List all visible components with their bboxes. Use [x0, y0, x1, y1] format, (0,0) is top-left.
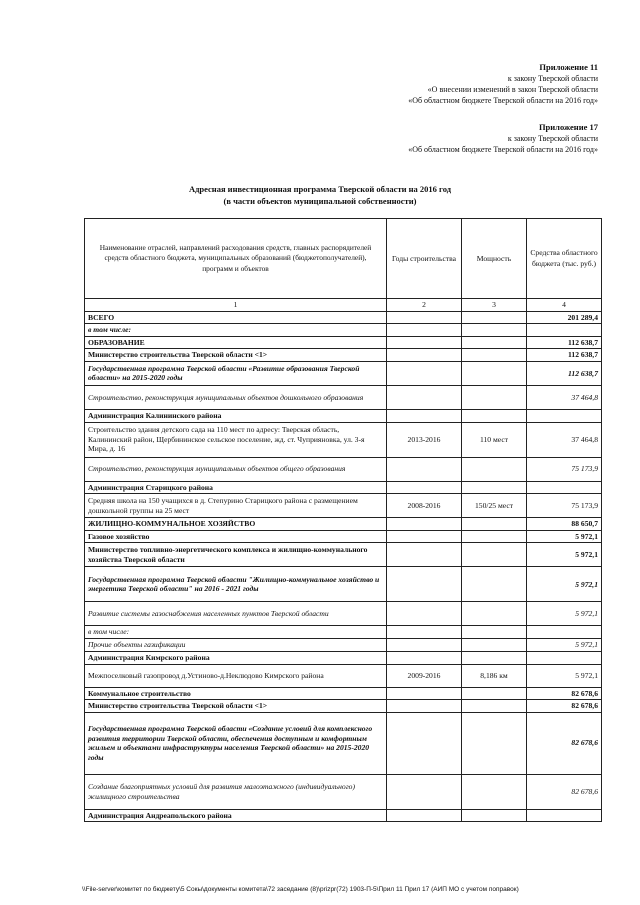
row-years-cell — [387, 638, 462, 651]
row-amount-cell: 88 650,7 — [527, 518, 602, 531]
row-name-cell: Администрация Андреапольского района — [85, 809, 387, 822]
header-funds: Средства областного бюджета (тыс. руб.) — [527, 219, 602, 299]
row-capacity-cell — [462, 651, 527, 664]
header-years: Годы строительства — [387, 219, 462, 299]
table-row — [85, 324, 602, 337]
header-name: Наименование отраслей, направлений расходования средств, главных распорядителей средств областного бюджета, муниципальных образований (бюджетополучателей), программ и объектов — [85, 219, 387, 299]
row-years-cell — [387, 336, 462, 349]
document-title-line1: Адресная инвестиционная программа Тверской области на 2016 год — [188, 184, 451, 194]
row-years-cell — [387, 457, 462, 481]
row-name-cell: ЖИЛИЩНО-КОММУНАЛЬНОЕ ХОЗЯЙСТВО — [85, 518, 387, 531]
table-row — [85, 651, 602, 664]
row-name-cell: в том числе: — [85, 626, 387, 639]
row-name-cell: Строительство здания детского сада на 110 мест по адресу: Тверская область, Калининский район, Щербининское сельское поселение, жд. ст. Чуприяновка, ул. 3-я Мира, д. 16 — [85, 422, 387, 457]
table-row — [85, 494, 602, 518]
row-capacity-cell — [462, 774, 527, 809]
row-years-cell — [387, 530, 462, 543]
row-capacity-cell — [462, 602, 527, 626]
row-capacity-cell — [462, 626, 527, 639]
appendix-11-line1: к закону Тверской области — [507, 74, 598, 83]
row-years-cell: 2008-2016 — [387, 494, 462, 518]
row-name-cell: Государственная программа Тверской области «Развитие образования Тверской области» на 2015-2020 годы — [85, 361, 387, 385]
document-title-line2: (в части объектов муниципальной собственности) — [223, 196, 417, 206]
table-header-row — [85, 219, 602, 299]
row-amount-cell: 82 678,6 — [527, 687, 602, 700]
row-name-cell: Коммунальное строительство — [85, 687, 387, 700]
row-capacity-cell — [462, 530, 527, 543]
row-capacity-cell — [462, 518, 527, 531]
row-name-cell: Развитие системы газоснабжения населенных пунктов Тверской области — [85, 602, 387, 626]
table-row — [85, 712, 602, 774]
row-name-cell: ВСЕГО — [85, 311, 387, 324]
row-name-cell: Газовое хозяйство — [85, 530, 387, 543]
row-amount-cell: 5 972,1 — [527, 530, 602, 543]
row-capacity-cell — [462, 311, 527, 324]
row-name-cell: Администрация Старицкого района — [85, 481, 387, 494]
table-row — [85, 687, 602, 700]
table-row — [85, 422, 602, 457]
table-row — [85, 361, 602, 385]
appendix-11-block — [408, 62, 598, 106]
row-amount-cell — [527, 481, 602, 494]
row-capacity-cell — [462, 409, 527, 422]
table-row — [85, 626, 602, 639]
row-amount-cell: 5 972,1 — [527, 543, 602, 567]
row-years-cell — [387, 712, 462, 774]
appendix-17-block — [408, 122, 598, 155]
row-capacity-cell — [462, 457, 527, 481]
row-years-cell — [387, 543, 462, 567]
appendix-17-line1: к закону Тверской области — [507, 134, 598, 143]
row-name-cell: Строительство, реконструкция муниципальных объектов дошкольного образования — [85, 385, 387, 409]
row-name-cell: Государственная программа Тверской области «Создание условий для комплексного развития территории Тверской области, обеспечения доступным и комфортным жильем и объектами инфраструктуры населения Тверской области» на 2015-2020 годы — [85, 712, 387, 774]
file-path-footer: \\File-server\комитет по бюджету\5 Сокы\документы комитета\72 заседание (8)\prizpr(72) 1903-П-5\Прил 11 Прил 17 (АИП МО с учетом поправок) — [82, 886, 519, 893]
row-amount-cell: 82 678,6 — [527, 700, 602, 713]
row-years-cell — [387, 518, 462, 531]
row-amount-cell: 112 638,7 — [527, 349, 602, 362]
row-capacity-cell — [462, 481, 527, 494]
table-row — [85, 530, 602, 543]
row-capacity-cell — [462, 809, 527, 822]
row-amount-cell: 5 972,1 — [527, 567, 602, 602]
table-row — [85, 385, 602, 409]
row-amount-cell — [527, 409, 602, 422]
appendix-17-line2: «Об областном бюджете Тверской области на 2016 год» — [408, 145, 598, 154]
row-amount-cell — [527, 626, 602, 639]
row-capacity-cell — [462, 543, 527, 567]
table-row — [85, 457, 602, 481]
appendix-11-title: Приложение 11 — [539, 62, 598, 72]
row-name-cell: Администрация Кимрского района — [85, 651, 387, 664]
row-amount-cell — [527, 809, 602, 822]
row-capacity-cell: 8,186 км — [462, 664, 527, 687]
table-row — [85, 409, 602, 422]
row-years-cell — [387, 311, 462, 324]
row-amount-cell: 5 972,1 — [527, 638, 602, 651]
row-amount-cell: 37 464,8 — [527, 385, 602, 409]
row-name-cell: в том числе: — [85, 324, 387, 337]
document-title — [0, 183, 640, 207]
table-row — [85, 638, 602, 651]
table-body — [85, 311, 602, 822]
row-years-cell — [387, 774, 462, 809]
table-row — [85, 311, 602, 324]
table-row — [85, 518, 602, 531]
row-amount-cell: 75 173,9 — [527, 457, 602, 481]
row-name-cell: Строительство, реконструкция муниципальных объектов общего образования — [85, 457, 387, 481]
row-years-cell — [387, 409, 462, 422]
row-capacity-cell — [462, 324, 527, 337]
row-years-cell — [387, 809, 462, 822]
table-row — [85, 336, 602, 349]
row-name-cell: Создание благоприятных условий для развития малоэтажного (индивидуального) жилищного строительства — [85, 774, 387, 809]
row-amount-cell: 112 638,7 — [527, 336, 602, 349]
table-row — [85, 349, 602, 362]
row-years-cell — [387, 700, 462, 713]
row-amount-cell: 37 464,8 — [527, 422, 602, 457]
row-name-cell: ОБРАЗОВАНИЕ — [85, 336, 387, 349]
row-amount-cell: 112 638,7 — [527, 361, 602, 385]
table-row — [85, 664, 602, 687]
column-number-3: 3 — [462, 299, 527, 312]
row-amount-cell: 5 972,1 — [527, 664, 602, 687]
row-capacity-cell — [462, 687, 527, 700]
row-years-cell: 2009-2016 — [387, 664, 462, 687]
row-name-cell: Межпоселковый газопровод д.Устиново-д.Неклюдово Кимрского района — [85, 664, 387, 687]
row-years-cell — [387, 385, 462, 409]
table-number-row — [85, 299, 602, 312]
appendix-17-title: Приложение 17 — [538, 122, 598, 132]
column-number-4: 4 — [527, 299, 602, 312]
row-name-cell: Министерство строительства Тверской области <1> — [85, 349, 387, 362]
row-capacity-cell — [462, 336, 527, 349]
row-years-cell — [387, 626, 462, 639]
row-amount-cell: 5 972,1 — [527, 602, 602, 626]
row-name-cell: Министерство строительства Тверской области <1> — [85, 700, 387, 713]
row-name-cell: Средняя школа на 150 учащихся в д. Степурино Старицкого района с размещением дошкольной группы на 25 мест — [85, 494, 387, 518]
row-years-cell — [387, 481, 462, 494]
column-number-2: 2 — [387, 299, 462, 312]
row-years-cell — [387, 651, 462, 664]
row-capacity-cell — [462, 385, 527, 409]
table-row — [85, 809, 602, 822]
table-row — [85, 481, 602, 494]
row-amount-cell — [527, 324, 602, 337]
appendix-11-line3: «Об областном бюджете Тверской области на 2016 год» — [408, 96, 598, 105]
row-years-cell: 2013-2016 — [387, 422, 462, 457]
appendix-11-line2: «О внесении изменений в закон Тверской области — [427, 85, 598, 94]
table-row — [85, 567, 602, 602]
row-years-cell — [387, 687, 462, 700]
row-years-cell — [387, 324, 462, 337]
row-capacity-cell: 110 мест — [462, 422, 527, 457]
row-capacity-cell — [462, 712, 527, 774]
column-number-1: 1 — [85, 299, 387, 312]
table-row — [85, 774, 602, 809]
row-capacity-cell — [462, 361, 527, 385]
row-capacity-cell — [462, 349, 527, 362]
row-years-cell — [387, 567, 462, 602]
table-row — [85, 543, 602, 567]
row-name-cell: Прочие объекты газификации — [85, 638, 387, 651]
row-amount-cell — [527, 651, 602, 664]
row-capacity-cell — [462, 567, 527, 602]
investment-program-table — [84, 218, 602, 822]
row-amount-cell: 75 173,9 — [527, 494, 602, 518]
row-amount-cell: 201 289,4 — [527, 311, 602, 324]
row-name-cell: Администрация Калининского района — [85, 409, 387, 422]
row-capacity-cell: 150/25 мест — [462, 494, 527, 518]
row-amount-cell: 82 678,6 — [527, 774, 602, 809]
table-row — [85, 700, 602, 713]
row-name-cell: Государственная программа Тверской области "Жилищно-коммунальное хозяйство и энергетика Тверской области" на 2016 - 2021 годы — [85, 567, 387, 602]
row-amount-cell: 82 678,6 — [527, 712, 602, 774]
row-years-cell — [387, 349, 462, 362]
row-years-cell — [387, 361, 462, 385]
row-capacity-cell — [462, 638, 527, 651]
row-capacity-cell — [462, 700, 527, 713]
row-name-cell: Министерство топливно-энергетического комплекса и жилищно-коммунального хозяйства Тверской области — [85, 543, 387, 567]
row-years-cell — [387, 602, 462, 626]
header-capacity: Мощность — [462, 219, 527, 299]
table-row — [85, 602, 602, 626]
